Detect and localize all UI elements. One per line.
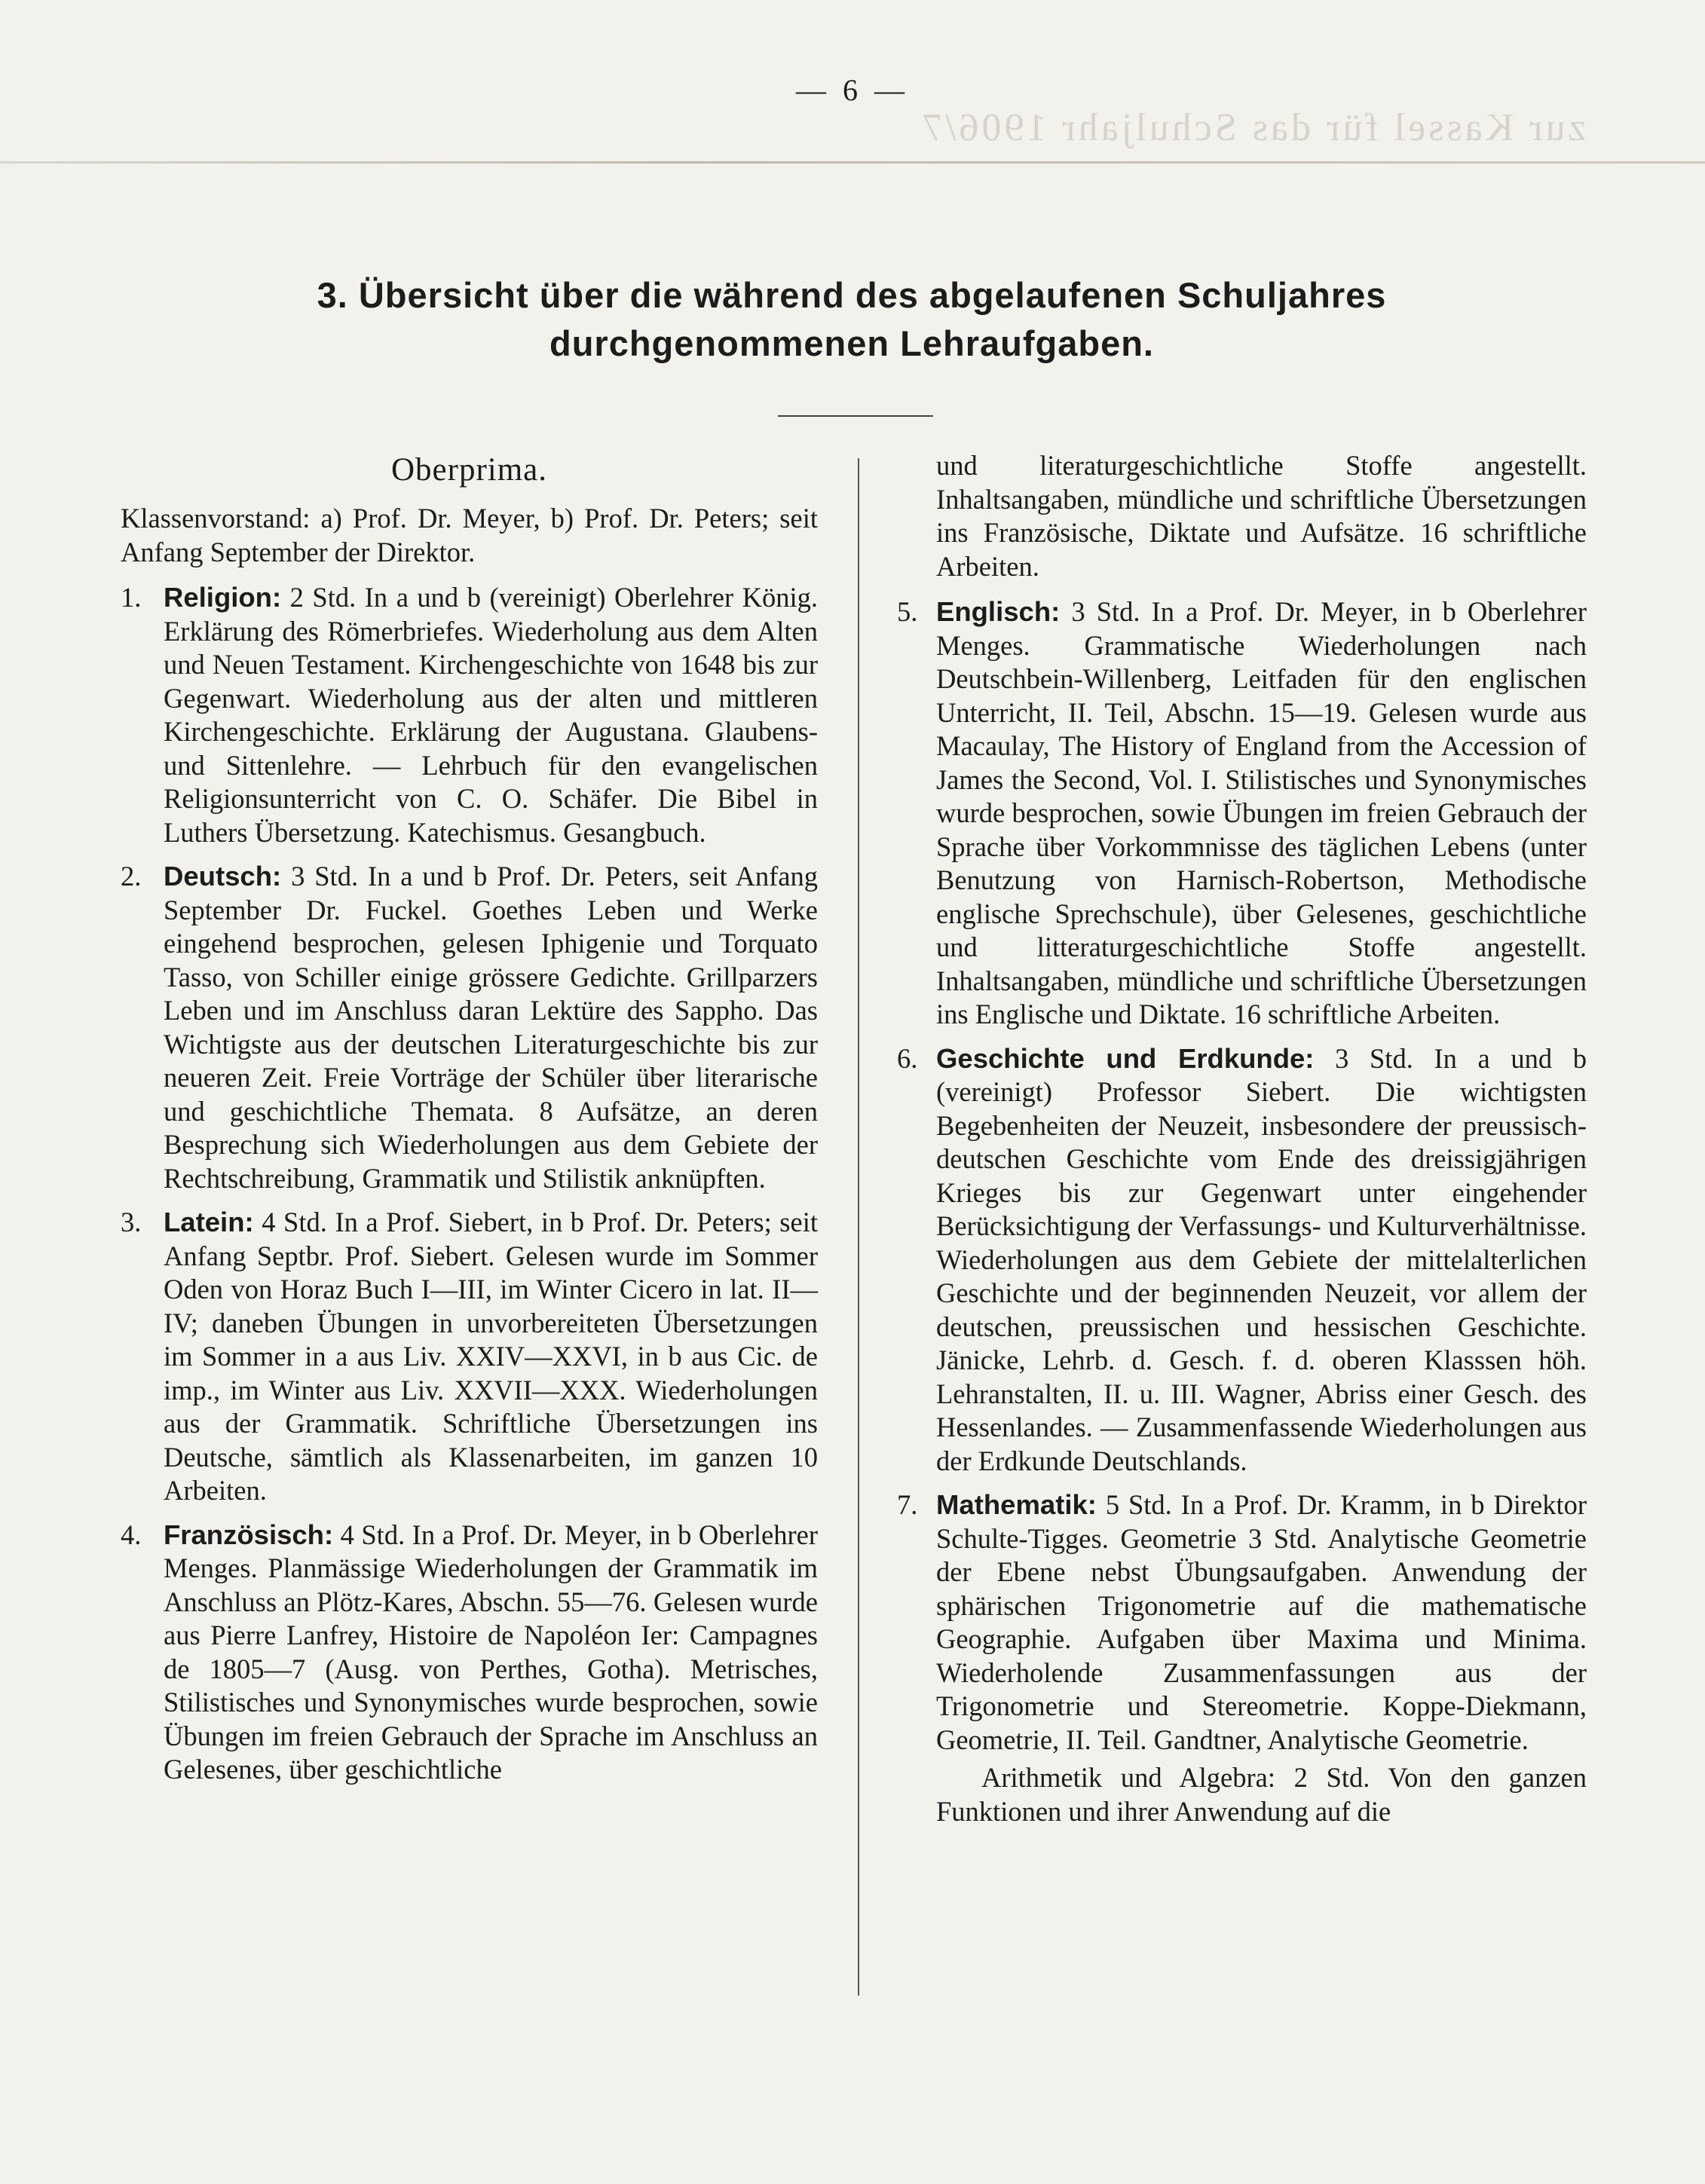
subject-name: Geschichte und Erdkunde: — [936, 1042, 1315, 1074]
subject-item — [897, 1488, 1587, 1757]
page-number: — 6 — — [796, 73, 909, 107]
heading-line-1: 3. Übersicht über die während des abgelaufenen Schuljahres — [317, 275, 1387, 315]
subject-item — [121, 581, 818, 849]
class-title: Oberprima. — [390, 452, 547, 488]
class-teacher: Klassenvorstand: a) Prof. Dr. Meyer, b) Prof. Dr. Peters; seit Anfang September der Direktor. — [121, 503, 818, 567]
subject-text: 3 Std. In a und b Prof. Dr. Peters, seit Anfang September Dr. Fuckel. Goethes Leben und Werke eingehend besprochen, gelesen Iphigenie und Torquato Tasso, von Schiller einige grössere Gedichte. Grillparzers Leben und im Anschluss daran Lektüre des Sappho. Das Wichtigste aus der deutschen Literaturgeschichte bis zur neueren Zeit. Freie Vorträge der Schüler über literarische und geschichtliche Themata. 8 Aufsätze, an deren Besprechung sich Wiederholungen aus dem Gebiete der Rechtschreibung, Grammatik und Stilistik anknüpften. — [164, 861, 818, 1194]
right-column — [897, 449, 1587, 1828]
section-heading — [113, 271, 1590, 368]
left-column — [121, 449, 818, 1797]
subject-name: Mathematik: — [936, 1489, 1097, 1520]
bleed-through-text: zur Kassel für das Schuljahr 1906/7 — [920, 106, 1586, 149]
heading-line-2: durchgenommenen Lehraufgaben. — [549, 323, 1154, 363]
item-number: 1. — [121, 582, 142, 613]
top-rule — [0, 161, 1705, 164]
subject-item — [121, 860, 818, 1195]
column-divider — [858, 458, 859, 1996]
heading-rule — [778, 415, 933, 417]
item-number: 6. — [897, 1042, 918, 1074]
subject-item — [121, 1519, 818, 1787]
subject-name: Latein: — [164, 1207, 254, 1237]
subject-item — [897, 595, 1587, 1032]
continuation-text: und literaturgeschichtliche Stoffe angestellt. Inhaltsangaben, mündliche und schriftliche Übersetzungen ins Französische, Diktate und Aufsätze. 16 schriftliche Arbeiten. — [936, 450, 1587, 582]
item-number: 2. — [121, 861, 142, 892]
subject-text: 3 Std. In a Prof. Dr. Meyer, in b Oberlehrer Menges. Grammatische Wiederholungen nach Deutschbein-Willenberg, Leitfaden für den englischen Unterricht, II. Teil, Abschn. 15—19. Gelesen wurde aus Macaulay, The History of England from the Accession of James the Second, Vol. I. Stilistisches und Synonymisches wurde besprochen, sowie Übungen im freien Gebrauch der Sprache über Vorkommnisse des täglichen Lebens (unter Benutzung von Harnisch-Robertson, Methodische englische Sprechschule), über Gelesenes, geschichtliche und litteraturgeschichtliche Stoffe angestellt. Inhaltsangaben, mündliche und schriftliche Übersetzungen ins Englische und Diktate. 16 schriftliche Arbeiten. — [936, 596, 1587, 1029]
subject-name: Englisch: — [936, 596, 1061, 627]
subject-name: Deutsch: — [164, 861, 282, 892]
subject-text: 2 Std. In a und b (vereinigt) Oberlehrer König. Erklärung des Römerbriefes. Wiederholung aus dem Alten und Neuen Testament. Kirchengeschichte von 1648 bis zur Gegenwart. Wiederholung aus der alten und mittleren Kirchengeschichte. Erklärung der Augustana. Glaubens- und Sittenlehre. — Lehrbuch für den evangelischen Religionsunterricht von C. O. Schäfer. Die Bibel in Luthers Übersetzung. Katechismus. Gesangbuch. — [164, 582, 818, 848]
arithmetic-paragraph: Arithmetik und Algebra: 2 Std. Von den ganzen Funktionen und ihrer Anwendung auf die — [936, 1762, 1587, 1827]
subject-item — [897, 1042, 1587, 1479]
subject-name: Religion: — [164, 582, 282, 613]
subject-text: 5 Std. In a Prof. Dr. Kramm, in b Direktor Schulte-Tigges. Geometrie 3 Std. Analytische Geometrie der Ebene nebst Übungsaufgaben. Anwendung der sphärischen Trigonometrie auf die mathematische Geographie. Aufgaben über Maxima und Minima. Wiederholende Zusammenfassungen aus der Trigonometrie und Stereometrie. Koppe-Diekmann, Geometrie, II. Teil. Gandtner, Analytische Geometrie. — [936, 1489, 1587, 1755]
subject-text: 3 Std. In a und b (vereinigt) Professor Siebert. Die wichtigsten Begebenheiten der Neuzeit, insbesondere der preussisch-deutschen Geschichte vom Ende des dreissigjährigen Krieges bis zur Gegenwart unter eingehender Berücksichtigung der Verfassungs- und Kulturverhältnisse. Wiederholungen aus dem Gebiete der mittelalterlichen Geschichte und der beginnenden Neuzeit, vor allem der deutschen, preussischen und hessischen Geschichte. Jänicke, Lehrb. d. Gesch. f. d. oberen Klasssen höh. Lehranstalten, II. u. III. Wagner, Abriss einer Gesch. des Hessenlandes. — Zusammenfassende Wiederholungen aus der Erdkunde Deutschlands. — [936, 1042, 1587, 1476]
item-number: 5. — [897, 596, 918, 627]
subject-text: 4 Std. In a Prof. Siebert, in b Prof. Dr. Peters; seit Anfang Septbr. Prof. Siebert. Gelesen wurde im Sommer Oden von Horaz Buch I—III, im Winter Cicero in lat. II—IV; daneben Übungen in unvorbereiteten Übersetzungen im Sommer in a aus Liv. XXIV—XXVI, in b aus Cic. de imp., im Winter aus Liv. XXVII—XXX. Wiederholungen aus der Grammatik. Schriftliche Übersetzungen ins Deutsche, sämtlich als Klassenarbeiten, im ganzen 10 Arbeiten. — [164, 1207, 818, 1506]
subject-name: Französisch: — [164, 1519, 334, 1550]
subject-item — [121, 1206, 818, 1508]
item-number: 4. — [121, 1519, 142, 1550]
subject-text: 4 Std. In a Prof. Dr. Meyer, in b Oberlehrer Menges. Planmässige Wiederholungen der Grammatik im Anschluss an Plötz-Kares, Abschn. 55—76. Gelesen wurde aus Pierre Lanfrey, Histoire de Napoléon Ier: Campagnes de 1805—7 (Ausg. von Perthes, Gotha). Metrisches, Stilistisches und Synonymisches wurde besprochen, sowie Übungen im freien Gebrauch der Sprache im Anschluss an Gelesenes, über geschichtliche — [164, 1519, 818, 1785]
item-number: 7. — [897, 1489, 918, 1520]
item-number: 3. — [121, 1207, 142, 1237]
